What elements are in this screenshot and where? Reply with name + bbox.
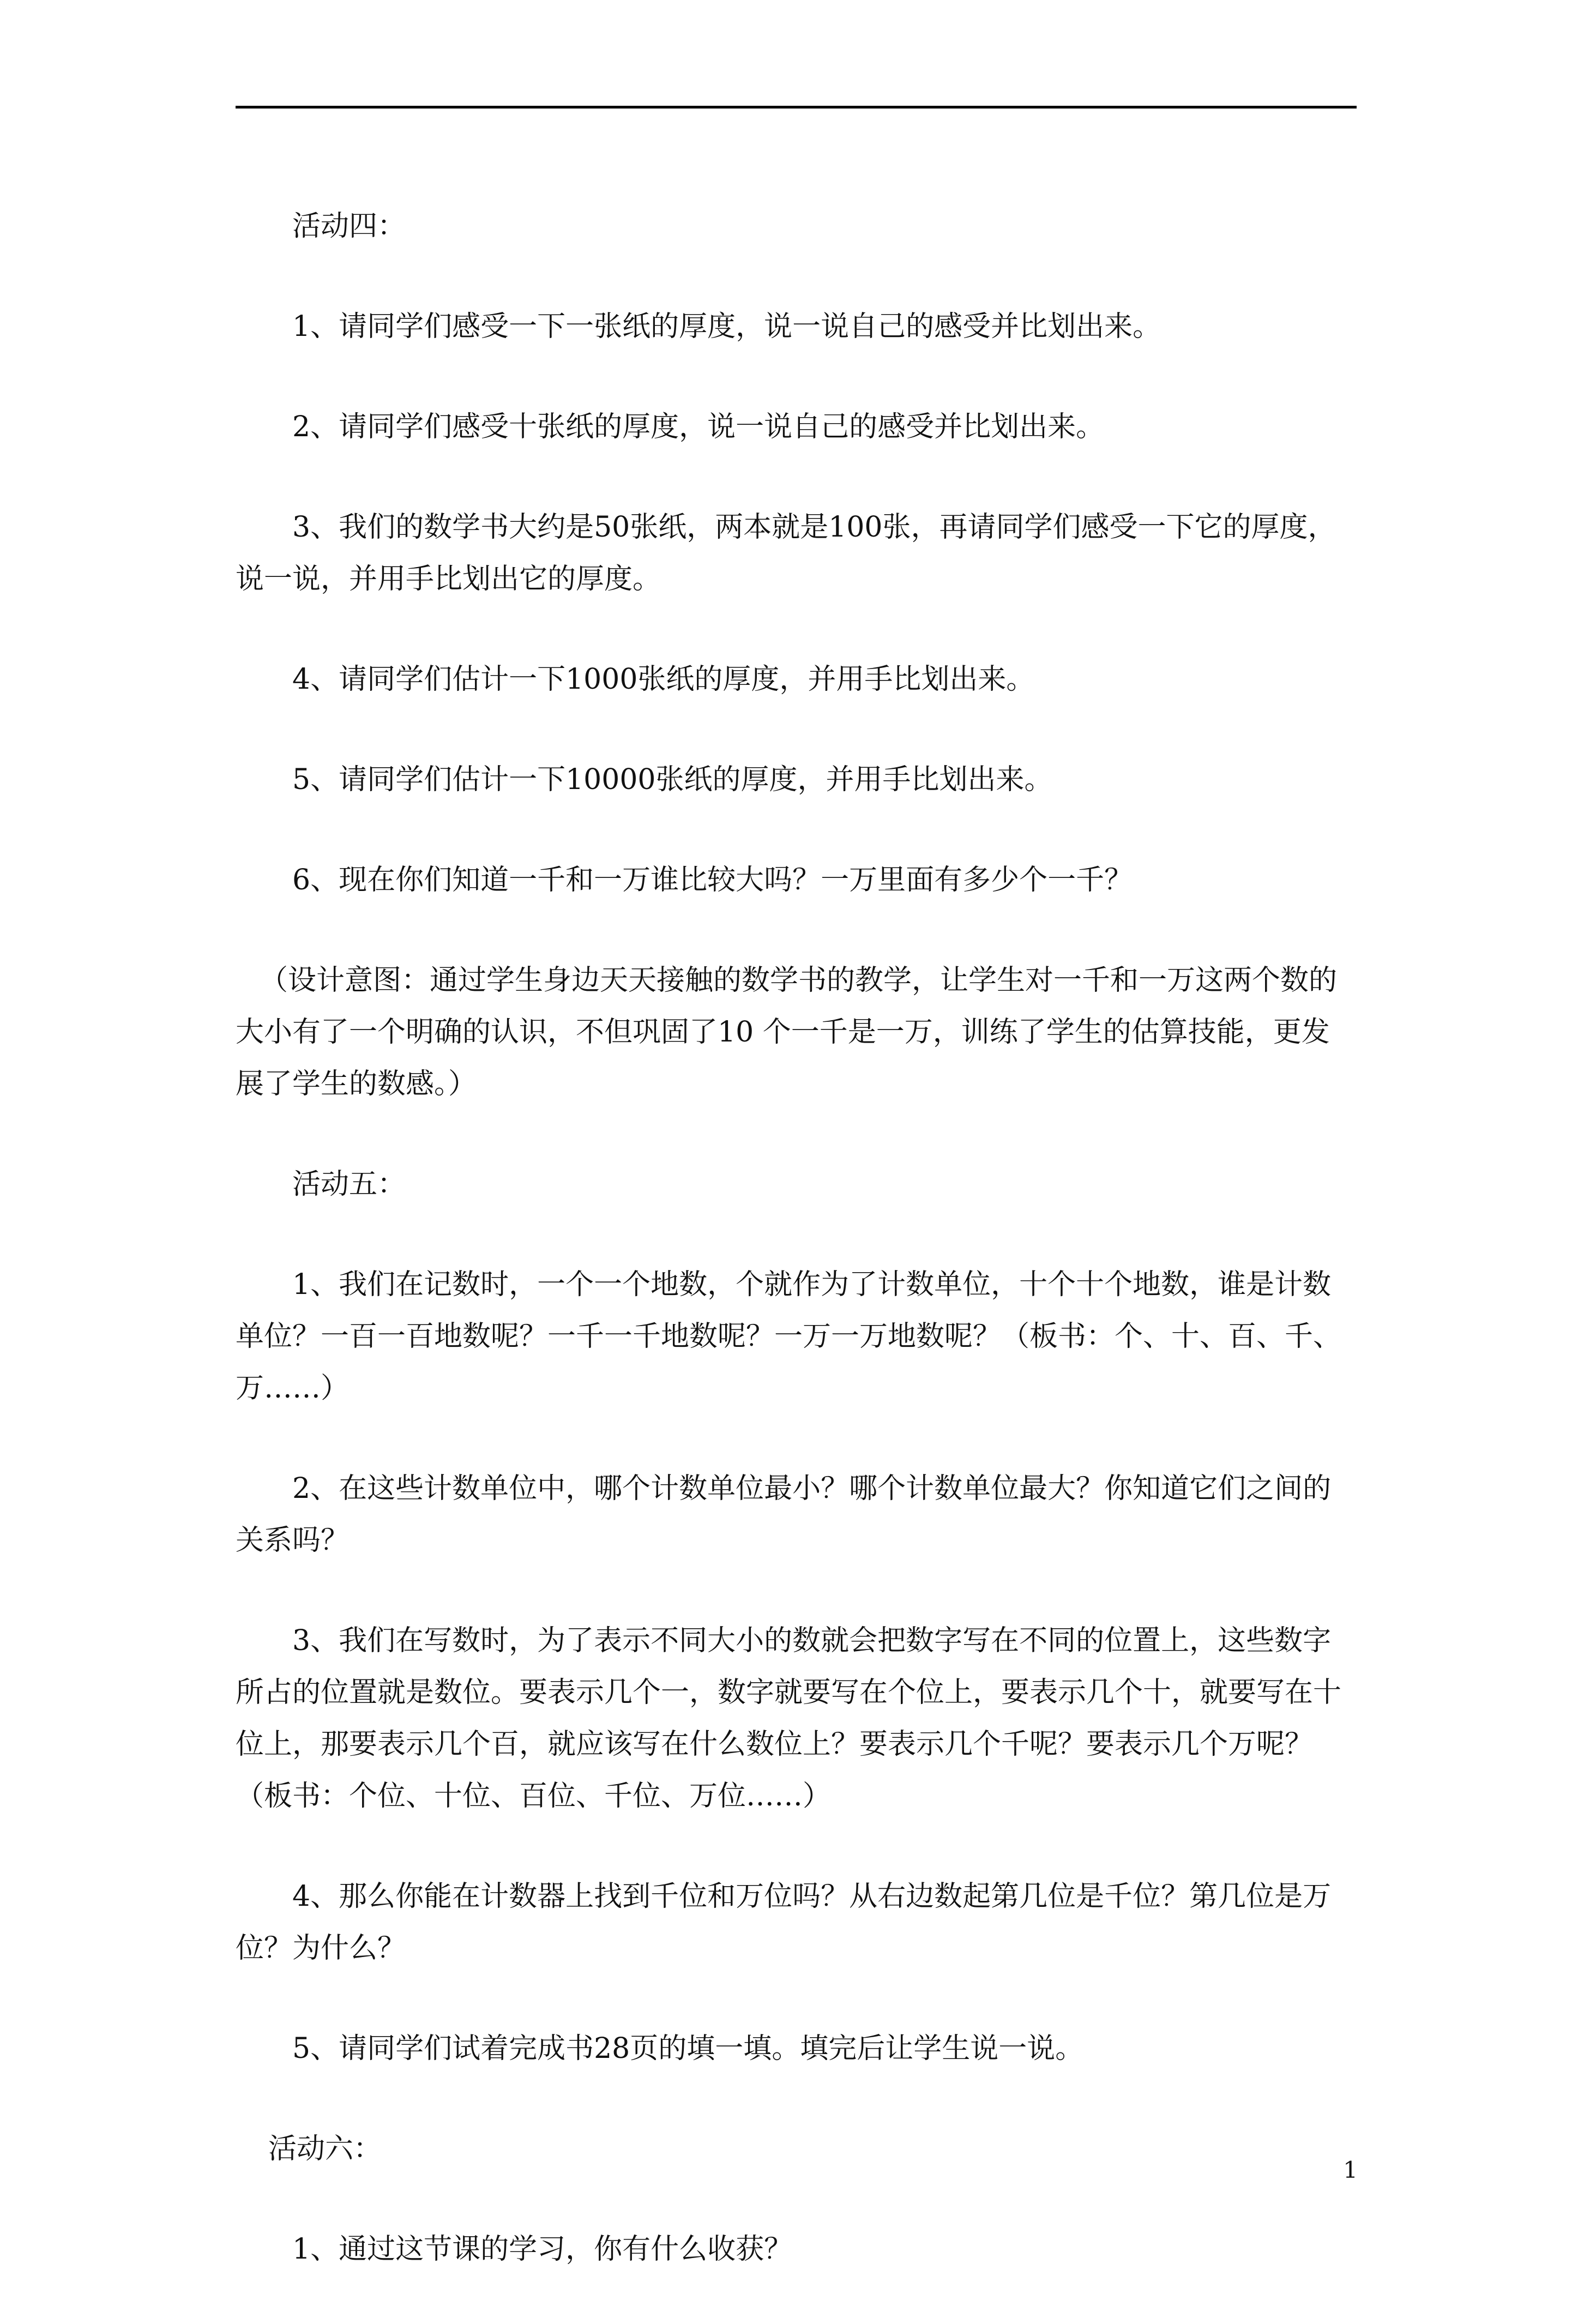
header-rule: [236, 106, 1357, 109]
document-body: [236, 201, 1357, 2324]
activity-five-item-1: 1、我们在记数时，一个一个地数，个就作为了计数单位，十个十个地数，谁是计数单位？一百一百地数呢？一千一千地数呢？一万一万地数呢？（板书：个、十、百、千、万……）: [236, 1268, 1342, 1405]
page-number: 1: [1343, 2157, 1358, 2183]
activity-four-item-3: 3、我们的数学书大约是50张纸，两本就是100张，再请同学们感受一下它的厚度，说一说，并用手比划出它的厚度。: [236, 511, 1336, 595]
activity-four-item-5: 5、请同学们估计一下10000张纸的厚度，并用手比划出来。: [292, 763, 1053, 796]
activity-five-item-2: 2、在这些计数单位中，哪个计数单位最小？哪个计数单位最大？你知道它们之间的关系吗？: [236, 1472, 1332, 1557]
activity-six-item-1: 1、通过这节课的学习，你有什么收获？: [292, 2233, 793, 2266]
activity-four-item-6: 6、现在你们知道一千和一万谁比较大吗？一万里面有多少个一千？: [292, 864, 1133, 896]
heading-activity-six: 活动六：: [268, 2133, 382, 2165]
activity-four-item-4: 4、请同学们估计一下1000张纸的厚度，并用手比划出来。: [292, 663, 1035, 696]
design-intent-note: （设计意图：通过学生身边天天接触的数学书的教学，让学生对一千和一万这两个数的大小有了一个明确的认识，不但巩固了10 个一千是一万，训练了学生的估算技能，更发展了学生的数感。）: [236, 964, 1338, 1100]
heading-activity-four: 活动四：: [292, 210, 406, 243]
activity-five-item-5: 5、请同学们试着完成书28页的填一填。填完后让学生说一说。: [292, 2032, 1084, 2065]
activity-four-item-2: 2、请同学们感受十张纸的厚度，说一说自己的感受并比划出来。: [292, 411, 1105, 443]
heading-activity-five: 活动五：: [292, 1168, 406, 1201]
activity-five-item-4: 4、那么你能在计数器上找到千位和万位吗？从右边数起第几位是千位？第几位是万位？为什么？: [236, 1880, 1332, 1965]
activity-five-item-3: 3、我们在写数时，为了表示不同大小的数就会把数字写在不同的位置上，这些数字所占的位置就是数位。要表示几个一，数字就要写在个位上，要表示几个十，就要写在十位上，那要表示几个百，就应该写在什么数位上？要表示几个千呢？要表示几个万呢？（板书：个位、十位、百位、千位、万位……）: [236, 1624, 1342, 1813]
activity-four-item-1: 1、请同学们感受一下一张纸的厚度，说一说自己的感受并比划出来。: [292, 310, 1161, 343]
